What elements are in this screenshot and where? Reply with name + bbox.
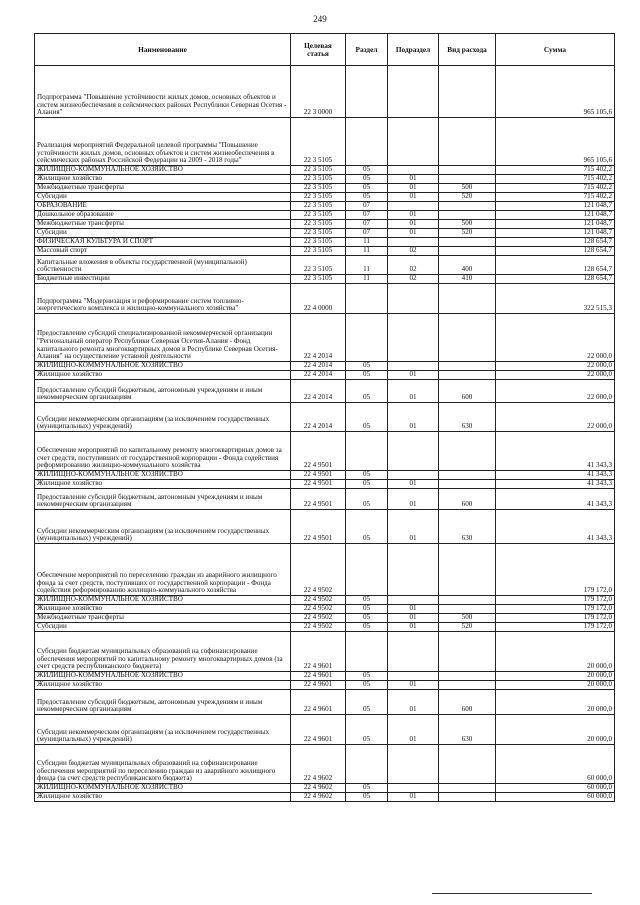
row-expense-type	[439, 681, 496, 690]
row-expense-type	[439, 202, 496, 211]
row-article: 22 4 9602	[291, 784, 346, 793]
col-header-expense-type: Вид расхода	[439, 34, 496, 66]
row-amount: 20 000,0	[496, 690, 615, 715]
row-expense-type: 400	[439, 256, 496, 275]
row-article: 22 4 9602	[291, 745, 346, 784]
row-name: Предоставление субсидий бюджетным, автономным учреждениям и иным некоммерческим организациям	[35, 690, 291, 715]
row-section: 05	[346, 480, 388, 489]
row-article: 22 4 9601	[291, 681, 346, 690]
row-subsection: 01	[388, 229, 439, 238]
row-section: 05	[346, 784, 388, 793]
row-amount: 179 172,0	[496, 605, 615, 614]
table-row	[35, 596, 615, 605]
col-header-subsection: Подраздел	[388, 34, 439, 66]
row-subsection	[388, 284, 439, 314]
row-section	[346, 118, 388, 166]
row-amount: 20 000,0	[496, 632, 615, 672]
row-name: Реализация мероприятий Федеральной целевой программы "Повышение устойчивости жилых домов, основных объектов и систем жизнеобеспечения в сейсмических районах Российской Федерации на 2009 - 2018 годы"	[35, 118, 291, 166]
table-row	[35, 256, 615, 275]
row-article: 22 3 5105	[291, 193, 346, 202]
row-article: 22 4 9602	[291, 793, 346, 802]
table-row	[35, 544, 615, 596]
row-amount: 965 105,6	[496, 66, 615, 118]
row-section: 11	[346, 238, 388, 247]
row-subsection: 01	[388, 614, 439, 623]
budget-table	[34, 33, 615, 802]
table-row	[35, 371, 615, 380]
table-row	[35, 784, 615, 793]
row-subsection	[388, 784, 439, 793]
row-subsection: 01	[388, 623, 439, 632]
table-row	[35, 672, 615, 681]
table-row	[35, 510, 615, 544]
row-expense-type: 630	[439, 510, 496, 544]
row-subsection	[388, 238, 439, 247]
row-amount: 121 048,7	[496, 229, 615, 238]
row-expense-type: 630	[439, 403, 496, 432]
row-amount: 179 172,0	[496, 623, 615, 632]
table-row	[35, 238, 615, 247]
row-amount: 179 172,0	[496, 596, 615, 605]
table-row	[35, 284, 615, 314]
row-subsection: 01	[388, 403, 439, 432]
row-amount: 715 402,2	[496, 166, 615, 175]
row-amount: 715 402,2	[496, 175, 615, 184]
row-amount: 22 000,0	[496, 314, 615, 362]
row-amount: 41 343,3	[496, 489, 615, 510]
row-name: Субсидии бюджетам муниципальных образований на софинансирование обеспечения мероприятий по переселению граждан из аварийного жилищного фонда (за счет средств республиканского бюджета)	[35, 745, 291, 784]
row-name: Субсидии некоммерческим организациям (за исключением государственных (муниципальных) учреждений)	[35, 403, 291, 432]
row-section: 05	[346, 690, 388, 715]
row-amount: 128 654,7	[496, 238, 615, 247]
row-article: 22 3 5105	[291, 256, 346, 275]
row-article: 22 4 9601	[291, 690, 346, 715]
row-section: 07	[346, 229, 388, 238]
row-section: 07	[346, 202, 388, 211]
table-row	[35, 314, 615, 362]
table-row	[35, 793, 615, 802]
row-section: 05	[346, 193, 388, 202]
row-name: ОБРАЗОВАНИЕ	[35, 202, 291, 211]
row-article: 22 3 5105	[291, 175, 346, 184]
row-name: Межбюджетные трансферты	[35, 184, 291, 193]
table-row	[35, 193, 615, 202]
row-name: Субсидии некоммерческим организациям (за исключением государственных (муниципальных) учреждений)	[35, 715, 291, 745]
row-expense-type: 600	[439, 489, 496, 510]
row-name: Жилищное хозяйство	[35, 175, 291, 184]
col-header-section: Раздел	[346, 34, 388, 66]
row-name: ФИЗИЧЕСКАЯ КУЛЬТУРА И СПОРТ	[35, 238, 291, 247]
table-row	[35, 229, 615, 238]
row-amount: 121 048,7	[496, 211, 615, 220]
row-subsection: 02	[388, 275, 439, 284]
row-expense-type	[439, 432, 496, 471]
row-article: 22 3 5105	[291, 184, 346, 193]
row-subsection	[388, 166, 439, 175]
row-expense-type: 500	[439, 220, 496, 229]
row-subsection: 01	[388, 715, 439, 745]
row-amount: 715 402,2	[496, 193, 615, 202]
row-amount: 60 000,0	[496, 784, 615, 793]
row-expense-type	[439, 745, 496, 784]
row-expense-type	[439, 672, 496, 681]
row-section: 05	[346, 489, 388, 510]
row-name: ЖИЛИЩНО-КОММУНАЛЬНОЕ ХОЗЯЙСТВО	[35, 596, 291, 605]
row-subsection	[388, 596, 439, 605]
table-header-row	[35, 34, 615, 66]
row-expense-type	[439, 632, 496, 672]
col-header-amount: Сумма	[496, 34, 615, 66]
row-article: 22 4 2014	[291, 314, 346, 362]
row-expense-type	[439, 118, 496, 166]
row-subsection	[388, 66, 439, 118]
table-row	[35, 632, 615, 672]
row-name: Субсидии	[35, 623, 291, 632]
row-amount: 20 000,0	[496, 672, 615, 681]
row-amount: 22 000,0	[496, 362, 615, 371]
row-section: 07	[346, 211, 388, 220]
row-subsection	[388, 362, 439, 371]
row-expense-type: 520	[439, 229, 496, 238]
table-row	[35, 202, 615, 211]
row-subsection	[388, 745, 439, 784]
row-section: 05	[346, 614, 388, 623]
row-amount: 128 654,7	[496, 256, 615, 275]
footer-divider	[432, 893, 592, 894]
row-section: 05	[346, 793, 388, 802]
row-article: 22 3 5105	[291, 202, 346, 211]
row-subsection: 01	[388, 175, 439, 184]
row-name: Дошкольное образование	[35, 211, 291, 220]
row-section: 05	[346, 175, 388, 184]
table-row	[35, 66, 615, 118]
table-row	[35, 220, 615, 229]
row-expense-type	[439, 480, 496, 489]
row-name: Бюджетные инвестиции	[35, 275, 291, 284]
row-subsection	[388, 672, 439, 681]
row-name: Предоставление субсидий бюджетным, автономным учреждениям и иным некоммерческим организациям	[35, 380, 291, 403]
col-header-name: Наименование	[35, 34, 291, 66]
row-subsection: 01	[388, 220, 439, 229]
table-row	[35, 362, 615, 371]
table-row	[35, 432, 615, 471]
row-article: 22 4 9501	[291, 510, 346, 544]
row-expense-type	[439, 175, 496, 184]
table-row	[35, 471, 615, 480]
table-row	[35, 211, 615, 220]
row-article: 22 3 5105	[291, 211, 346, 220]
row-expense-type: 600	[439, 690, 496, 715]
row-name: Подпрограмма "Модернизация и реформирование систем топливно-энергетического комплекса и жилищно-коммунального хозяйства"	[35, 284, 291, 314]
row-section	[346, 544, 388, 596]
row-name: Субсидии	[35, 229, 291, 238]
row-expense-type	[439, 238, 496, 247]
row-name: Субсидии	[35, 193, 291, 202]
row-section	[346, 284, 388, 314]
row-amount: 121 048,7	[496, 202, 615, 211]
row-section: 05	[346, 380, 388, 403]
row-article: 22 4 9502	[291, 623, 346, 632]
row-article: 22 4 2014	[291, 403, 346, 432]
row-section: 05	[346, 715, 388, 745]
table-row	[35, 623, 615, 632]
row-expense-type: 600	[439, 380, 496, 403]
row-article: 22 4 9502	[291, 605, 346, 614]
row-article: 22 3 5105	[291, 238, 346, 247]
row-article: 22 3 5105	[291, 118, 346, 166]
row-section: 05	[346, 362, 388, 371]
row-name: Субсидии бюджетам муниципальных образований на софинансирование обеспечения мероприятий по капитальному ремонту многоквартирных домов (за счет средств республиканского бюджета)	[35, 632, 291, 672]
row-section: 05	[346, 166, 388, 175]
row-article: 22 4 9502	[291, 544, 346, 596]
row-expense-type	[439, 166, 496, 175]
table-row	[35, 184, 615, 193]
row-article: 22 4 9502	[291, 596, 346, 605]
row-subsection: 02	[388, 256, 439, 275]
row-subsection	[388, 471, 439, 480]
row-subsection: 01	[388, 510, 439, 544]
row-article: 22 4 9501	[291, 480, 346, 489]
row-article: 22 3 5105	[291, 220, 346, 229]
row-name: Капитальные вложения в объекты государственной (муниципальной) собственности	[35, 256, 291, 275]
row-section	[346, 745, 388, 784]
row-expense-type	[439, 544, 496, 596]
table-row	[35, 715, 615, 745]
row-article: 22 4 9501	[291, 432, 346, 471]
table-row	[35, 380, 615, 403]
row-subsection	[388, 544, 439, 596]
row-name: Жилищное хозяйство	[35, 605, 291, 614]
row-article: 22 4 9501	[291, 471, 346, 480]
row-section: 11	[346, 247, 388, 256]
row-article: 22 3 5105	[291, 247, 346, 256]
row-article: 22 4 2014	[291, 362, 346, 371]
row-article: 22 4 0000	[291, 284, 346, 314]
row-expense-type	[439, 247, 496, 256]
row-article: 22 3 5105	[291, 275, 346, 284]
row-expense-type	[439, 362, 496, 371]
table-row	[35, 681, 615, 690]
row-section	[346, 314, 388, 362]
row-article: 22 4 2014	[291, 371, 346, 380]
row-subsection	[388, 314, 439, 362]
row-expense-type: 500	[439, 184, 496, 193]
row-name: Предоставление субсидий специализированной некоммерческой организации "Региональный оператор Республики Северная Осетия-Алания - Фонд капитального ремонта многоквартирных домов в Республике Северная Осетия-Алания" на осуществление уставной деятельности	[35, 314, 291, 362]
row-name: ЖИЛИЩНО-КОММУНАЛЬНОЕ ХОЗЯЙСТВО	[35, 784, 291, 793]
row-name: Обеспечение мероприятий по переселению граждан из аварийного жилищного фонда за счет средств, поступивших от государственной корпорации - Фонда содействия реформированию жилищно-коммунального хозяйства	[35, 544, 291, 596]
row-subsection	[388, 202, 439, 211]
row-expense-type	[439, 784, 496, 793]
table-row	[35, 745, 615, 784]
row-amount: 965 105,6	[496, 118, 615, 166]
row-amount: 41 343,3	[496, 510, 615, 544]
row-section: 05	[346, 403, 388, 432]
row-amount: 128 654,7	[496, 275, 615, 284]
table-row	[35, 480, 615, 489]
row-subsection: 01	[388, 690, 439, 715]
row-amount: 41 343,3	[496, 480, 615, 489]
row-name: Межбюджетные трансферты	[35, 220, 291, 229]
row-expense-type	[439, 793, 496, 802]
row-amount: 22 000,0	[496, 371, 615, 380]
row-subsection: 01	[388, 480, 439, 489]
row-name: Межбюджетные трансферты	[35, 614, 291, 623]
table-row	[35, 118, 615, 166]
row-section: 05	[346, 605, 388, 614]
row-amount: 715 402,2	[496, 184, 615, 193]
table-row	[35, 166, 615, 175]
row-name: Жилищное хозяйство	[35, 371, 291, 380]
row-amount: 22 000,0	[496, 380, 615, 403]
row-section: 07	[346, 220, 388, 229]
page-number: 249	[313, 14, 327, 24]
row-article: 22 3 0000	[291, 66, 346, 118]
table-row	[35, 247, 615, 256]
row-name: Жилищное хозяйство	[35, 793, 291, 802]
row-section: 05	[346, 471, 388, 480]
row-subsection	[388, 432, 439, 471]
row-section: 11	[346, 256, 388, 275]
row-section: 05	[346, 681, 388, 690]
row-name: ЖИЛИЩНО-КОММУНАЛЬНОЕ ХОЗЯЙСТВО	[35, 362, 291, 371]
table-row	[35, 614, 615, 623]
row-expense-type: 410	[439, 275, 496, 284]
row-subsection: 01	[388, 380, 439, 403]
row-subsection: 01	[388, 793, 439, 802]
row-section: 05	[346, 672, 388, 681]
row-name: Подпрограмма "Повышение устойчивости жилых домов, основных объектов и систем жизнеобеспечения в сейсмических районах Республики Северная Осетия - Алания"	[35, 66, 291, 118]
row-amount: 20 000,0	[496, 681, 615, 690]
col-header-article: Целевая статья	[291, 34, 346, 66]
row-article: 22 4 9601	[291, 632, 346, 672]
row-name: Обеспечение мероприятий по капитальному ремонту многоквартирных домов за счет средств, поступивших от государственной корпорации - Фонда содействия реформированию жилищно-коммунального хозяйства	[35, 432, 291, 471]
row-name: Предоставление субсидий бюджетным, автономным учреждениям и иным некоммерческим организациям	[35, 489, 291, 510]
row-section: 05	[346, 371, 388, 380]
row-section: 05	[346, 510, 388, 544]
row-subsection: 01	[388, 681, 439, 690]
row-subsection	[388, 118, 439, 166]
row-section	[346, 632, 388, 672]
row-name: Субсидии некоммерческим организациям (за исключением государственных (муниципальных) учреждений)	[35, 510, 291, 544]
row-amount: 22 000,0	[496, 403, 615, 432]
row-amount: 179 172,0	[496, 614, 615, 623]
row-expense-type: 520	[439, 623, 496, 632]
row-amount: 20 000,0	[496, 715, 615, 745]
row-name: Жилищное хозяйство	[35, 681, 291, 690]
row-subsection: 01	[388, 371, 439, 380]
row-expense-type	[439, 371, 496, 380]
row-section	[346, 66, 388, 118]
row-article: 22 4 9601	[291, 672, 346, 681]
row-expense-type: 630	[439, 715, 496, 745]
row-section: 05	[346, 623, 388, 632]
row-amount: 179 172,0	[496, 544, 615, 596]
row-subsection: 01	[388, 211, 439, 220]
row-article: 22 3 5105	[291, 166, 346, 175]
row-section: 05	[346, 184, 388, 193]
row-subsection: 01	[388, 489, 439, 510]
table-row	[35, 275, 615, 284]
row-amount: 121 048,7	[496, 220, 615, 229]
row-amount: 60 000,0	[496, 793, 615, 802]
row-section: 05	[346, 596, 388, 605]
table-row	[35, 175, 615, 184]
row-section	[346, 432, 388, 471]
table-body	[35, 66, 615, 802]
row-name: ЖИЛИЩНО-КОММУНАЛЬНОЕ ХОЗЯЙСТВО	[35, 471, 291, 480]
row-article: 22 4 9601	[291, 715, 346, 745]
row-subsection: 01	[388, 605, 439, 614]
row-article: 22 4 9501	[291, 489, 346, 510]
table-row	[35, 690, 615, 715]
table-row	[35, 489, 615, 510]
row-article: 22 3 5105	[291, 229, 346, 238]
row-expense-type: 520	[439, 193, 496, 202]
row-amount: 41 343,3	[496, 432, 615, 471]
row-name: ЖИЛИЩНО-КОММУНАЛЬНОЕ ХОЗЯЙСТВО	[35, 166, 291, 175]
row-subsection: 02	[388, 247, 439, 256]
row-subsection	[388, 632, 439, 672]
row-expense-type: 500	[439, 614, 496, 623]
row-expense-type	[439, 284, 496, 314]
table-row	[35, 605, 615, 614]
row-amount: 128 654,7	[496, 247, 615, 256]
row-expense-type	[439, 66, 496, 118]
row-name: ЖИЛИЩНО-КОММУНАЛЬНОЕ ХОЗЯЙСТВО	[35, 672, 291, 681]
row-amount: 60 000,0	[496, 745, 615, 784]
row-expense-type	[439, 596, 496, 605]
row-expense-type	[439, 314, 496, 362]
row-name: Массовый спорт	[35, 247, 291, 256]
row-amount: 322 515,3	[496, 284, 615, 314]
row-section: 11	[346, 275, 388, 284]
row-amount: 41 343,3	[496, 471, 615, 480]
row-expense-type	[439, 605, 496, 614]
table-row	[35, 403, 615, 432]
row-expense-type	[439, 211, 496, 220]
row-expense-type	[439, 471, 496, 480]
row-subsection: 01	[388, 193, 439, 202]
row-article: 22 4 2014	[291, 380, 346, 403]
row-subsection: 01	[388, 184, 439, 193]
row-article: 22 4 9502	[291, 614, 346, 623]
row-name: Жилищное хозяйство	[35, 480, 291, 489]
